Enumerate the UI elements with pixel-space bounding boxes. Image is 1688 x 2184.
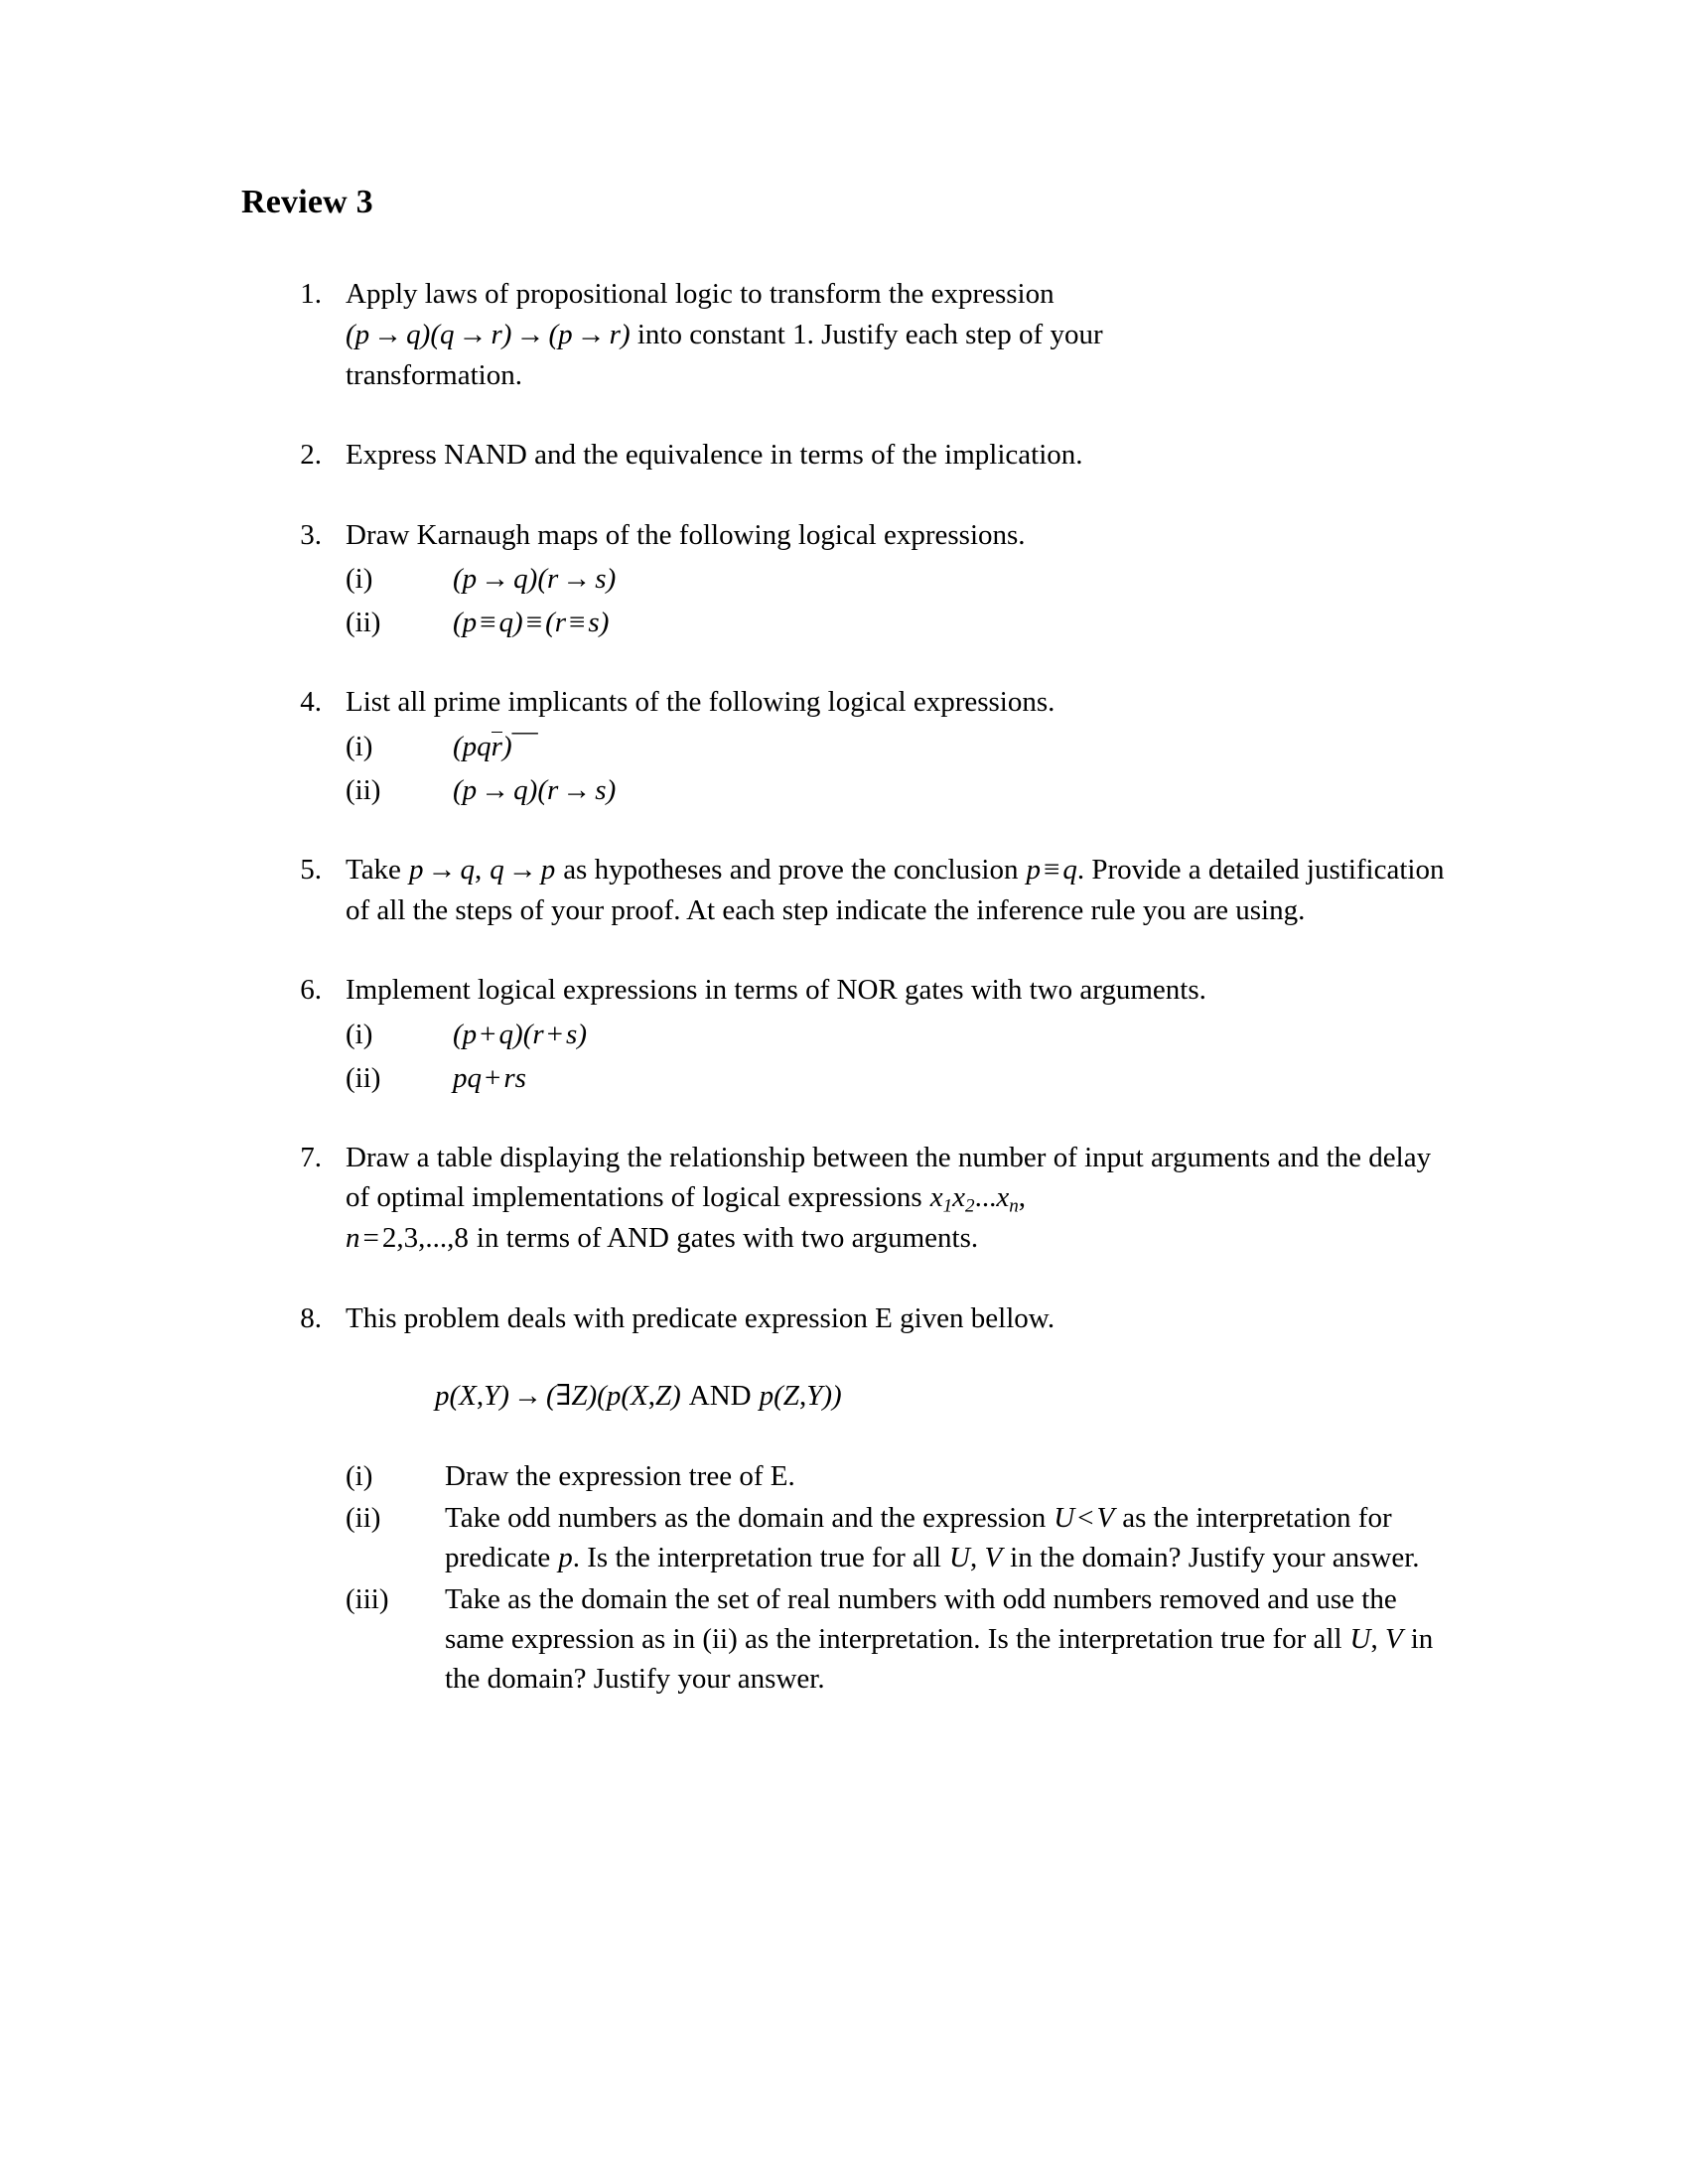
question-7-text-part-2: in terms of AND gates with two arguments. [476, 1222, 979, 1255]
subitem-8ii-text-part-1: Take odd numbers as the domain and the expression [445, 1501, 1047, 1534]
subitem-row [346, 1498, 1450, 1577]
subitem-8ii-text-part-4: in the domain? Justify your answer. [1010, 1541, 1420, 1573]
question-3-subitems [346, 559, 1450, 642]
subitem-row [346, 1015, 1450, 1054]
subitem-8ii-text-part-3: . Is the interpretation true for all [572, 1541, 941, 1573]
question-body [346, 1138, 1450, 1259]
question-1-text-part-3: transformation. [346, 358, 522, 391]
question-body: This problem deals with predicate expression E given bellow. [346, 1301, 1055, 1334]
question-number: 8. [300, 1301, 322, 1334]
subitem-row [346, 1579, 1450, 1699]
question-item-2 [238, 435, 1450, 476]
question-5-formula-2: q → p [490, 854, 556, 887]
question-number: 2. [300, 439, 322, 472]
subitem-formula: (p → q)(r → s) [453, 774, 617, 806]
question-number: 4. [300, 686, 322, 719]
subitem-formula: (p ≡ q) ≡ (r ≡ s) [453, 607, 610, 639]
subitem-row [346, 559, 1450, 599]
subitem-row [346, 1058, 1450, 1098]
subitem-8iii-text-part-2: in the domain? Justify your answer. [445, 1622, 1434, 1695]
question-1-text-part-2: into constant 1. Justify each step of your [636, 318, 1103, 350]
subitem-8ii-formula-2: p [558, 1541, 573, 1573]
question-1-text-part-1: Apply laws of propositional logic to transform the expression [346, 278, 1055, 311]
question-number: 7. [300, 1141, 322, 1173]
subitem-label: (iii) [346, 1582, 389, 1615]
question-item-6 [238, 970, 1450, 1098]
question-number: 3. [300, 518, 322, 551]
subitem-formula: (p → q)(r → s) [453, 563, 617, 596]
question-7-text-part-1: Draw a table displaying the relationship between the number of input arguments and the delay of optimal implementations of logical expressions [346, 1141, 1432, 1214]
subitem-text: Draw the expression tree of E. [445, 1459, 795, 1492]
question-number: 1. [300, 278, 322, 311]
question-4-subitems [346, 716, 1450, 810]
question-body: Implement logical expressions in terms of NOR gates with two arguments. [346, 974, 1206, 1007]
subitem-label: (ii) [346, 774, 381, 806]
subitem-row [346, 716, 1450, 766]
question-6-subitems [346, 1015, 1450, 1098]
subitem-8ii-text-part-2: as the interpretation for predicate [445, 1501, 1392, 1573]
subitem-formula: (pqr)— [453, 716, 538, 762]
document-content [238, 184, 1450, 1699]
subitem-row [346, 1456, 1450, 1496]
question-body: Draw Karnaugh maps of the following logical expressions. [346, 518, 1026, 551]
question-item-3 [238, 515, 1450, 643]
subitem-label: (i) [346, 1459, 373, 1492]
question-8-display-formula: p(X,Y) → (∃Z)(p(X,Z) AND p(Z,Y)) [435, 1380, 842, 1413]
subitem-8iii-text-part-1: Take as the domain the set of real numbers with odd numbers removed and use the same expression as in (ii) as the interpretation. Is the interpretation true for all [445, 1582, 1397, 1655]
subitem-label: (ii) [346, 1501, 381, 1534]
question-body: Express NAND and the equivalence in terms of the implication. [346, 439, 1083, 472]
subitem-row [346, 770, 1450, 810]
question-body [346, 850, 1450, 930]
question-5-formula-3: p ≡ q [1026, 854, 1077, 887]
question-number: 5. [300, 854, 322, 887]
page-title: Review 3 [241, 184, 373, 220]
subitem-8ii-formula-1: U < V [1054, 1501, 1115, 1534]
question-item-1 [238, 274, 1450, 395]
subitem-label: (ii) [346, 1061, 381, 1094]
question-5-formula-1: p → q [408, 854, 475, 887]
subitem-8ii-formula-3: U, V [949, 1541, 1003, 1573]
question-1-formula: (p → q)(q → r) → (p → r) [346, 318, 631, 350]
question-item-8 [238, 1298, 1450, 1699]
subitem-text [445, 1498, 1450, 1577]
subitem-8iii-formula-1: U, V [1349, 1622, 1403, 1655]
question-5-text-part-3: . Provide a detailed justification of all the steps of your proof. At each step indicate the inference rule you are using. [346, 854, 1445, 926]
question-7-formula-1: $x_1x_2...x_n$ [929, 1181, 1019, 1217]
subitem-label: (i) [346, 730, 373, 762]
question-body: List all prime implicants of the following logical expressions. [346, 686, 1055, 719]
subitem-label: (ii) [346, 607, 381, 639]
question-list [238, 274, 1450, 1699]
question-5-text-part-1: Take [346, 854, 401, 887]
question-5-comma: , [474, 854, 483, 887]
subitem-formula: pq + rs [453, 1061, 526, 1094]
question-7-formula-2: n = 2,3,...,8 [346, 1222, 469, 1255]
question-item-4 [238, 682, 1450, 810]
question-5-text-part-2: as hypotheses and prove the conclusion [563, 854, 1019, 887]
question-item-7 [238, 1138, 1450, 1259]
question-8-subitems [346, 1456, 1450, 1699]
subitem-formula: (p + q)(r + s) [453, 1018, 587, 1050]
question-item-5 [238, 850, 1450, 930]
subitem-text [445, 1579, 1450, 1699]
question-number: 6. [300, 974, 322, 1007]
question-7-comma: , [1018, 1181, 1027, 1214]
subitem-row [346, 603, 1450, 642]
question-body [346, 274, 1450, 395]
subitem-label: (i) [346, 1018, 373, 1050]
subitem-label: (i) [346, 563, 373, 596]
